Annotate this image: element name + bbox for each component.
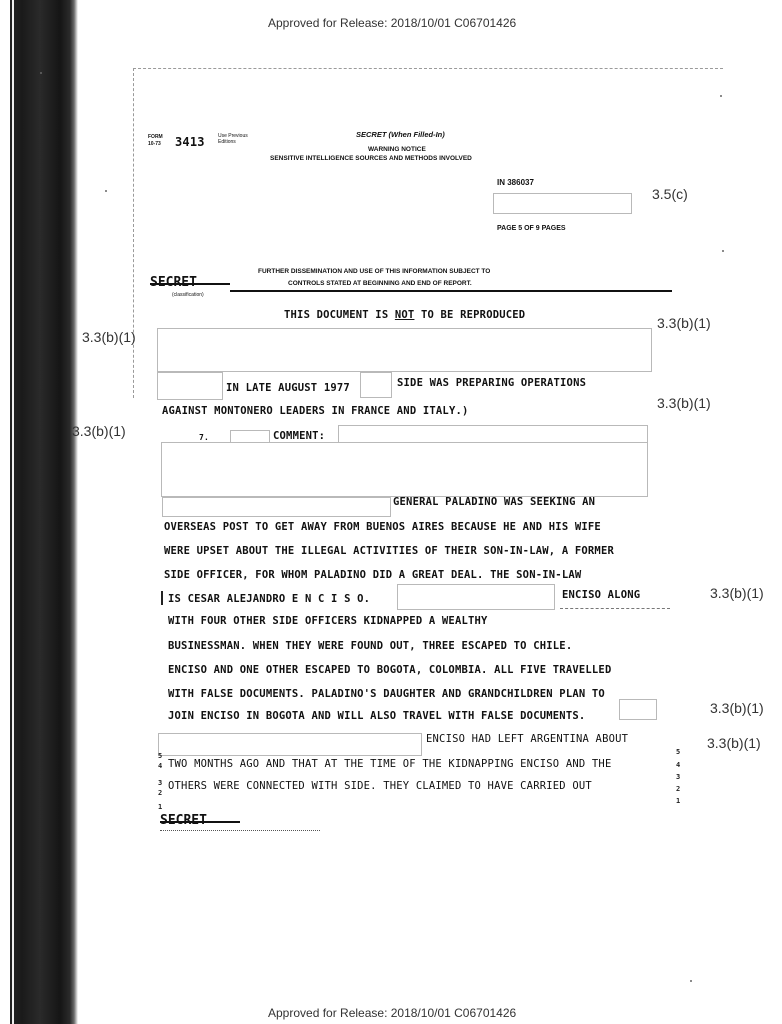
no-reproduction-notice — [284, 309, 525, 321]
margin-number: 3 — [158, 779, 163, 787]
sensitive-sources-notice: SENSITIVE INTELLIGENCE SOURCES AND METHODS INVOLVED — [270, 155, 472, 162]
no-repro-not: NOT — [394, 309, 415, 321]
release-stamp-top: Approved for Release: 2018/10/01 C06701426 — [268, 16, 517, 30]
body-line: OTHERS WERE CONNECTED WITH SIDE. THEY CLAIMED TO HAVE CARRIED OUT — [168, 780, 592, 792]
in-number: IN 386037 — [497, 178, 534, 187]
redaction-box — [162, 497, 391, 517]
exemption-label: 3.3(b)(1) — [707, 735, 761, 751]
release-stamp-bottom: Approved for Release: 2018/10/01 C06701426 — [268, 1006, 517, 1020]
page-left-edge — [133, 68, 135, 398]
use-previous-editions: Use Previous Editions — [218, 133, 248, 145]
body-line: SIDE OFFICER, FOR WHOM PALADINO DID A GREAT DEAL. THE SON-IN-LAW — [164, 569, 582, 581]
body-line: SIDE WAS PREPARING OPERATIONS — [397, 377, 587, 389]
redaction-box — [619, 699, 657, 720]
redaction-edge-line — [560, 608, 670, 610]
comment-label: COMMENT: — [273, 430, 326, 442]
exemption-label: 3.3(b)(1) — [657, 315, 711, 331]
banner-rule — [230, 290, 672, 292]
scan-edge-line — [12, 0, 14, 1024]
secret-when-filled: SECRET (When Filled-In) — [356, 130, 445, 139]
page-top-edge — [133, 68, 723, 70]
redaction-box — [397, 584, 555, 610]
body-line: IS CESAR ALEJANDRO E N C I S O. — [168, 593, 371, 605]
margin-number: 1 — [676, 797, 681, 805]
strike-line — [160, 821, 240, 823]
form-date: 10-73 — [148, 141, 161, 147]
scan-speck — [690, 980, 692, 982]
redaction-box — [161, 442, 648, 497]
no-repro-prefix: THIS DOCUMENT IS — [284, 309, 395, 321]
margin-number: 3 — [676, 773, 681, 781]
body-line: WERE UPSET ABOUT THE ILLEGAL ACTIVITIES OF THEIR SON-IN-LAW, A FORMER — [164, 545, 614, 557]
redaction-box — [493, 193, 632, 214]
no-repro-suffix: TO BE REPRODUCED — [414, 309, 526, 321]
margin-number: 5 — [158, 752, 163, 760]
margin-number: 5 — [676, 748, 681, 756]
body-line: OVERSEAS POST TO GET AWAY FROM BUENOS AIRES BECAUSE HE AND HIS WIFE — [164, 521, 601, 533]
paragraph-number: 7. — [199, 433, 210, 442]
form-label: FORM — [148, 134, 163, 140]
exemption-label: 3.3(b)(1) — [72, 423, 126, 439]
body-line: WITH FOUR OTHER SIDE OFFICERS KIDNAPPED A WEALTHY — [168, 615, 488, 627]
redaction-box — [360, 372, 392, 398]
margin-number: 2 — [158, 789, 163, 797]
footer-dotted-line — [160, 830, 320, 832]
strike-line — [150, 283, 230, 285]
body-line: WITH FALSE DOCUMENTS. PALADINO'S DAUGHTER AND GRANDCHILDREN PLAN TO — [168, 688, 605, 700]
body-line: AGAINST MONTONERO LEADERS IN FRANCE AND ITALY.) — [162, 405, 469, 417]
margin-number: 1 — [158, 803, 163, 811]
body-line: GENERAL PALADINO WAS SEEKING AN — [393, 496, 596, 508]
redaction-box — [157, 328, 652, 372]
exemption-label: 3.5(c) — [652, 186, 688, 202]
body-line: ENCISO ALONG — [562, 589, 641, 601]
margin-mark — [161, 591, 163, 605]
body-line: JOIN ENCISO IN BOGOTA AND WILL ALSO TRAVEL WITH FALSE DOCUMENTS. — [168, 710, 586, 722]
dissemination-line-1: FURTHER DISSEMINATION AND USE OF THIS INFORMATION SUBJECT TO — [258, 268, 491, 275]
margin-number: 2 — [676, 785, 681, 793]
exemption-label: 3.3(b)(1) — [82, 329, 136, 345]
exemption-label: 3.3(b)(1) — [657, 395, 711, 411]
margin-number: 4 — [676, 761, 681, 769]
redaction-box — [158, 733, 422, 756]
body-line: ENCISO HAD LEFT ARGENTINA ABOUT — [426, 733, 629, 745]
redaction-box — [157, 372, 223, 400]
page-count: PAGE 5 OF 9 PAGES — [497, 225, 566, 232]
exemption-label: 3.3(b)(1) — [710, 700, 764, 716]
dissemination-line-2: CONTROLS STATED AT BEGINNING AND END OF REPORT. — [288, 280, 472, 287]
form-number: 3413 — [175, 135, 205, 149]
warning-notice: WARNING NOTICE — [368, 146, 426, 153]
exemption-label: 3.3(b)(1) — [710, 585, 764, 601]
scan-speck — [720, 95, 722, 97]
body-line: ENCISO AND ONE OTHER ESCAPED TO BOGOTA, COLOMBIA. ALL FIVE TRAVELLED — [168, 664, 612, 676]
scan-speck — [40, 72, 42, 74]
scan-speck — [722, 250, 724, 252]
body-line: IN LATE AUGUST 1977 — [226, 382, 350, 394]
classification-sub: (classification) — [172, 292, 204, 298]
body-line: TWO MONTHS AGO AND THAT AT THE TIME OF THE KIDNAPPING ENCISO AND THE — [168, 758, 612, 770]
margin-number: 4 — [158, 762, 163, 770]
scan-speck — [105, 190, 107, 192]
body-line: BUSINESSMAN. WHEN THEY WERE FOUND OUT, THREE ESCAPED TO CHILE. — [168, 640, 573, 652]
